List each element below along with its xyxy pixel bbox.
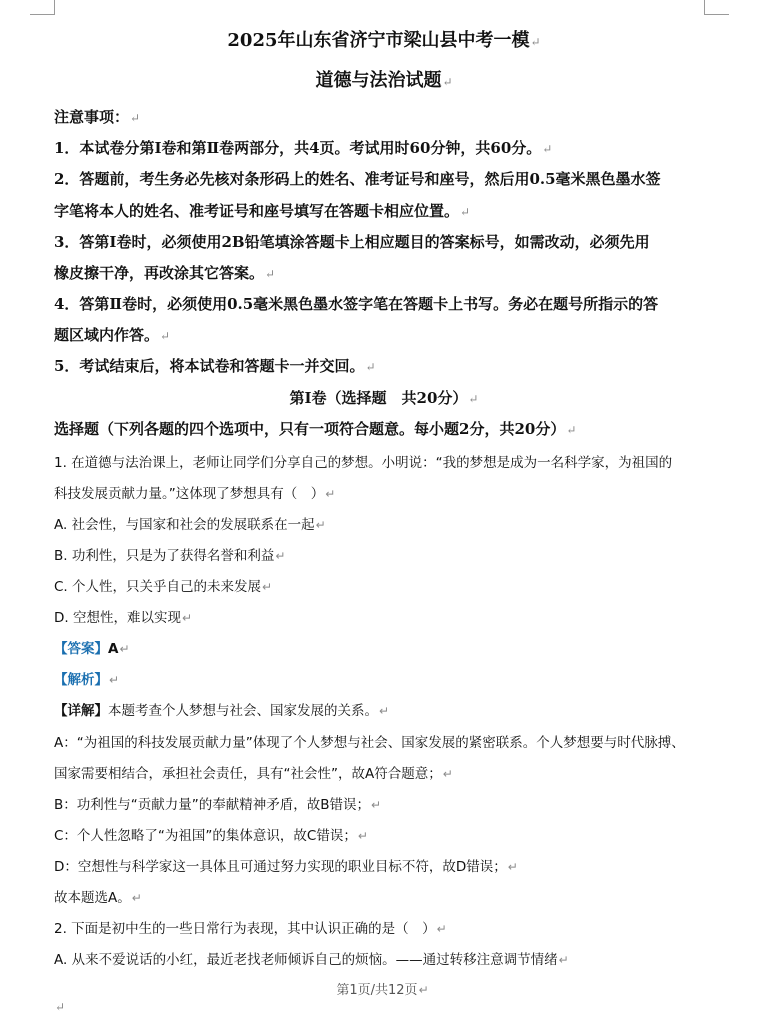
option-a: A. 从来不爱说话的小红，最近老找老师倾诉自己的烦恼。——通过转移注意调节情绪↵	[54, 952, 569, 968]
explanation-line: D：空想性与科学家这一具体且可通过努力实现的职业目标不符，故D错误；↵	[54, 859, 518, 875]
question-stem: 1. 在道德与法治课上，老师让同学们分享自己的梦想。小明说：“我的梦想是成为一名科学家，为祖国的	[54, 455, 673, 471]
paragraph-mark-icon: ↵	[55, 1000, 66, 1014]
answer-tag: 【答案】	[54, 641, 108, 657]
section-instruction: 选择题（下列各题的四个选项中，只有一项符合题意。每小题2分，共20分）↵	[54, 420, 577, 438]
paragraph-mark-icon: ↵	[275, 549, 286, 563]
paragraph-mark-icon: ↵	[418, 983, 429, 997]
paragraph-mark-icon: ↵	[325, 487, 336, 501]
crop-mark-top-right	[704, 0, 729, 15]
paragraph-mark-icon: ↵	[130, 111, 141, 125]
section-title: 第Ⅰ卷（选择题 共20分）↵	[289, 389, 479, 407]
analysis-line	[54, 668, 119, 688]
paragraph-mark-icon: ↵	[379, 704, 390, 718]
option-d: D. 空想性，难以实现↵	[54, 610, 193, 626]
notice-item: 字笔将本人的姓名、准考证号和座号填写在答题卡相应位置。↵	[54, 202, 471, 220]
answer-value: A	[108, 641, 119, 657]
explanation-line: A：“为祖国的科技发展贡献力量”体现了个人梦想与社会、国家发展的紧密联系。个人梦想要与时代脉搏、	[54, 735, 685, 751]
analysis-tag: 【解析】	[54, 672, 108, 688]
option-c: C. 个人性，只关乎自己的未来发展↵	[54, 579, 273, 595]
paragraph-mark-icon: ↵	[365, 360, 376, 374]
paragraph-mark-icon: ↵	[131, 891, 142, 905]
paragraph-mark-icon: ↵	[119, 642, 130, 656]
paragraph-mark-icon: ↵	[371, 798, 382, 812]
paragraph-mark-icon: ↵	[436, 922, 447, 936]
paragraph-mark-icon: ↵	[181, 611, 193, 625]
paragraph-mark-icon: ↵	[542, 142, 553, 156]
explanation-line: 国家需要相结合，承担社会责任，具有“社会性”，故A符合题意；↵	[54, 766, 453, 782]
paragraph-mark-icon: ↵	[109, 673, 120, 687]
paragraph-mark-icon: ↵	[468, 392, 479, 406]
paragraph-mark-icon: ↵	[265, 267, 276, 281]
crop-mark-top-left	[30, 0, 55, 15]
exam-title: 2025年山东省济宁市梁山县中考一模↵	[227, 30, 541, 51]
page-footer: 第1页/共12页↵	[336, 983, 429, 998]
paragraph-mark-icon: ↵	[566, 423, 577, 437]
notice-heading: 注意事项：↵	[54, 108, 141, 126]
explanation-line: C：个人性忽略了“为祖国”的集体意识，故C错误；↵	[54, 828, 368, 844]
paragraph-mark-icon: ↵	[558, 953, 569, 967]
notice-item: 3．答第Ⅰ卷时，必须使用2B铅笔填涂答题卡上相应题目的答案标号，如需改动，必须先用	[54, 233, 650, 251]
detail-line: 【详解】本题考查个人梦想与社会、国家发展的关系。↵	[54, 703, 390, 719]
paragraph-mark-icon: ↵	[507, 860, 518, 874]
paragraph-mark-icon: ↵	[160, 329, 171, 343]
paragraph-mark-icon: ↵	[262, 580, 273, 594]
paragraph-mark-icon: ↵	[315, 518, 326, 532]
answer-line	[54, 637, 130, 657]
explanation-line: 故本题选A。↵	[54, 890, 142, 906]
question-stem: 2. 下面是初中生的一些日常行为表现，其中认识正确的是（ ）↵	[54, 921, 447, 937]
notice-item: 5．考试结束后，将本试卷和答题卡一并交回。↵	[54, 357, 376, 375]
notice-item: 1．本试卷分第Ⅰ卷和第Ⅱ卷两部分，共4页。考试用时60分钟，共60分。↵	[54, 139, 553, 157]
explanation-line: B：功利性与“贡献力量”的奉献精神矛盾，故B错误；↵	[54, 797, 382, 813]
paragraph-mark-icon: ↵	[357, 829, 368, 843]
notice-item: 2．答题前，考生务必先核对条形码上的姓名、准考证号和座号，然后用0.5毫米黑色墨水签	[54, 170, 661, 188]
paragraph-mark-icon: ↵	[530, 35, 541, 49]
notice-item: 橡皮擦干净，再改涂其它答案。↵	[54, 264, 276, 282]
option-b: B. 功利性，只是为了获得名誉和利益↵	[54, 548, 286, 564]
question-stem: 科技发展贡献力量。”这体现了梦想具有（ ）↵	[54, 486, 336, 502]
subject-title: 道德与法治试题↵	[315, 70, 453, 91]
notice-item: 4．答第Ⅱ卷时，必须使用0.5毫米黑色墨水签字笔在答题卡上书写。务必在题号所指示的答	[54, 295, 659, 313]
paragraph-mark-icon: ↵	[460, 205, 471, 219]
option-a: A. 社会性，与国家和社会的发展联系在一起↵	[54, 517, 326, 533]
notice-item: 题区域内作答。↵	[54, 326, 171, 344]
detail-tag: 【详解】	[54, 703, 108, 719]
paragraph-mark-icon: ↵	[442, 75, 453, 89]
paragraph-mark-icon: ↵	[442, 767, 453, 781]
